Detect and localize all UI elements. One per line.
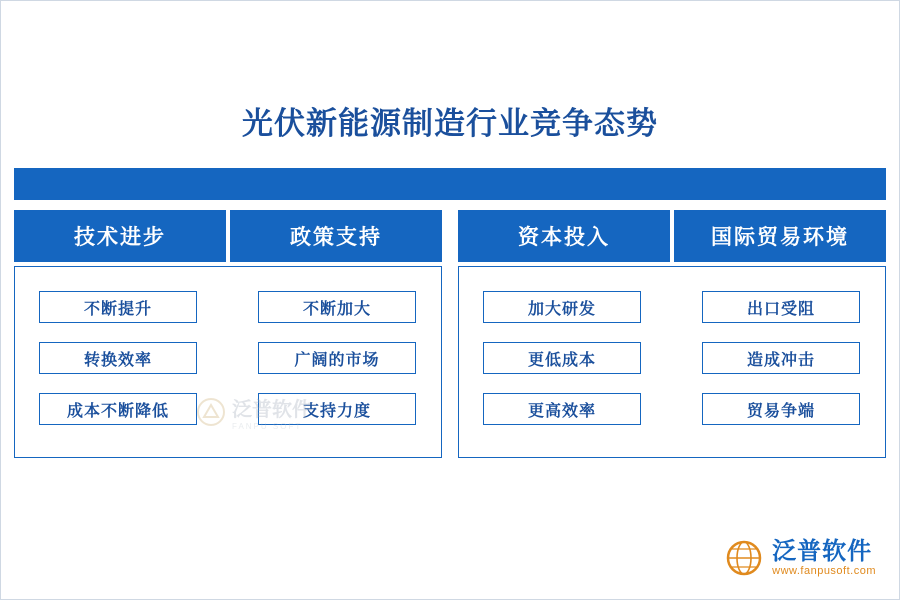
panel-right — [458, 266, 886, 458]
watermark-subtext: FANPU SOFT — [232, 422, 303, 431]
brand-name: 泛普软件 — [772, 537, 873, 565]
column-header-technology[interactable]: 技术进步 — [14, 210, 226, 262]
item-policy-2[interactable]: 广阔的市场 — [258, 342, 416, 374]
brand-url: www.fanpusoft.com — [772, 565, 876, 578]
item-capital-3[interactable]: 更高效率 — [483, 393, 641, 425]
item-capital-1[interactable]: 加大研发 — [483, 291, 641, 323]
item-tech-3[interactable]: 成本不断降低 — [39, 393, 197, 425]
column-header-capital[interactable]: 资本投入 — [458, 210, 670, 262]
watermark-text: 泛普软件 — [232, 399, 312, 421]
brand-logo — [724, 538, 876, 578]
item-trade-2[interactable]: 造成冲击 — [702, 342, 860, 374]
item-tech-1[interactable]: 不断提升 — [39, 291, 197, 323]
item-trade-3[interactable]: 贸易争端 — [702, 393, 860, 425]
top-accent-bar — [14, 168, 886, 200]
item-policy-3[interactable]: 支持力度 — [258, 393, 416, 425]
item-trade-1[interactable]: 出口受阻 — [702, 291, 860, 323]
header-row — [14, 210, 886, 262]
column-header-policy[interactable]: 政策支持 — [230, 210, 442, 262]
panel-left — [14, 266, 442, 458]
page-title: 光伏新能源制造行业竞争态势 — [242, 106, 658, 141]
item-tech-2[interactable]: 转换效率 — [39, 342, 197, 374]
globe-icon — [724, 538, 764, 578]
item-capital-2[interactable]: 更低成本 — [483, 342, 641, 374]
item-policy-1[interactable]: 不断加大 — [258, 291, 416, 323]
column-header-trade[interactable]: 国际贸易环境 — [674, 210, 886, 262]
